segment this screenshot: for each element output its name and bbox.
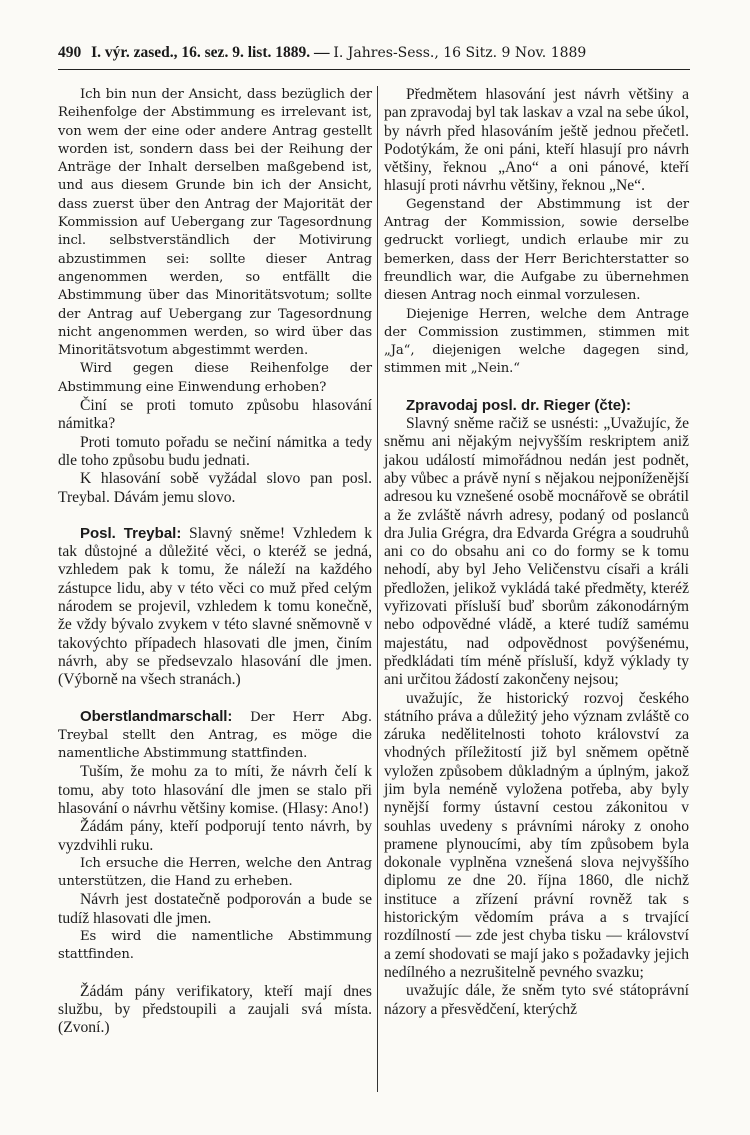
left-column bbox=[58, 86, 372, 1038]
header-german: I. Jahres-Sess., 16 Sitz. 9 Nov. 1889 bbox=[333, 45, 587, 61]
speaker-name: Zpravodaj posl. dr. Rieger (čte): bbox=[406, 396, 632, 414]
paragraph: Předmětem hlasování jest návrh většiny a pan zpravodaj byl tak laskav a vzal na sebe úkol, by návrh před hlasováním ještě jednou přečetl. Podotýkám, že oni páni, kteří hlasují pro návrh většiny, řeknou „Ano“ a oni pánové, kteří hlasují proti návrhu většiny, řeknou „Ne“. bbox=[384, 86, 689, 195]
paragraph: Diejenige Herren, welche dem Antrage der Commission zustimmen, stimmen mit „Ja“, diejenigen welche dagegen sind, stimmen mit „Nein.“ bbox=[384, 306, 689, 377]
paragraph: K hlasování sobě vyžádal slovo pan posl. Treybal. Dávám jemu slovo. bbox=[58, 470, 372, 506]
paragraph: Návrh jest dostatečně podporován a bude se tudíž hlasovati dle jmen. bbox=[58, 891, 372, 927]
paragraph: Es wird die namentliche Abstimmung stattfinden. bbox=[58, 929, 372, 963]
paragraph: Gegenstand der Abstimmung ist der Antrag der Kommission, sowie derselbe gedruckt vorliegt, undich erlaube mir zu bemerken, dass der Herr Berichterstatter so freundlich war, die Aufgabe zu übernehmen diesen Antrag noch einmal vorzulesen. bbox=[384, 196, 689, 304]
paragraph: uvažujíc dále, že sněm tyto své státoprávní názory a přesvědčení, kterýchž bbox=[384, 982, 689, 1018]
header-czech: I. výr. zased., 16. sez. 9. list. 1889. — bbox=[91, 44, 330, 61]
paragraph: Činí se proti tomuto způsobu hlasování námitka? bbox=[58, 397, 372, 433]
header-rule bbox=[58, 69, 690, 70]
paragraph: Wird gegen diese Reihenfolge der Abstimmung eine Einwendung erhoben? bbox=[58, 361, 372, 395]
speech-text: Der Herr Abg. Treybal stellt den Antrag, es möge die namentliche Abstimmung stattfinden. bbox=[58, 709, 372, 762]
page-number: 490 bbox=[58, 44, 82, 61]
speech-text: Slavný sněme! Vzhledem k tak důstojné a důležité věci, o kteréž se jedná, vzhledem pak k tomu, že náleží na každého zástupce lidu, aby v této věci co muž před celým národem se projevil, vzhledem k tomu konečně, že vždy bývalo zvykem v této slavné sněmovně v takovýchto případech hlasovati dle jmen, činím návrh, aby se předsevzalo hlasování dle jmen. (Výborně na všech stranách.) bbox=[58, 524, 372, 689]
running-header bbox=[58, 44, 688, 66]
paragraph: Proti tomuto pořadu se nečiní námitka a tedy dle toho způsobu budu jednati. bbox=[58, 433, 372, 469]
paragraph: Slavný sněme račiž se usnésti: „Uvažujíc, že sněmu ani nějakým nejvyšším reskriptem aniž jakou událostí mimořádnou nedán jest podnět, aby vůbec a právě nyní s nějakou nejponíženější adresou ku vznešené osobě mocnářově se obrátil a že zvláště návrh adresy, podaný od poslanců dra Julia Grégra, dra Edvarda Grégra a soudruhů ani co do obsahu ani co do formy se k tomu nehodí, aby byl Jeho Veličenstvu císaři a králi předložen, jelikož vykládá také předměty, kteréž vyřizovati přísluší buď sborům zákonodárným nebo odpovědné vládě, a které tudíž samému majestátu, nad odpovědnost povýšenému, předkládati tím méně přísluší, když výklady ty ani určitou žádostí zakončeny nejsou; bbox=[384, 415, 689, 689]
paragraph: Žádám pány, kteří podporují tento návrh, by vyzdvihli ruku. bbox=[58, 818, 372, 854]
speaker-name: Posl. Treybal: bbox=[80, 524, 182, 542]
paragraph: Ich bin nun der Ansicht, dass bezüglich der Reihenfolge der Abstimmung es irrelevant ist, von wem der eine oder andere Antrag gestellt worden ist, sondern dass bei der Reihung der Anträge der Inhalt derselben maßgebend ist, und aus diesem Grunde bin ich der Ansicht, dass zuerst über den Antrag der Majorität der Kommission auf Uebergang zur Tagesordnung incl. selbstverständlich der Motivirung abzustimmen sei: sollte dieser Antrag angenommen werden, so entfällt die Abstimmung über das Minoritätsvotum; sollte der Antrag auf Uebergang zur Tagesordnung nicht angenommen werden, so wird über das Minoritätsvotum abgestimmt werden. bbox=[58, 87, 372, 359]
column-divider bbox=[377, 86, 378, 1092]
paragraph: Ich ersuche die Herren, welche den Antrag unterstützen, die Hand zu erheben. bbox=[58, 855, 372, 890]
paragraph: Žádám pány verifikatory, kteří mají dnes službu, by předstoupili a zaujali svá místa. (Zvoní.) bbox=[58, 982, 372, 1037]
paragraph: uvažujíc, že historický rozvoj českého státního práva a důležitý jeho význam zvláště co záruka nedělitelnosti tohoto království za vhodných příležitostí již byl sněmem opětně vyložen způsobem důkladným a úplným, jakož jim byla neméně vyložena potřeba, aby byly nynější formy ústavní cestou zákonitou v souhlas uvedeny s právními nároky z onoho pramene plynoucími, aby tím způsobem byla dokonale vyplněna vznešená slova nejvyššího diplomu ze dne 20. října 1860, dle nichž instituce a zřízení právní rovněž tak s historickým vědomím práva a s trvající rozdílností — zde jest chyba tisku — království a zemí shodovati se mají jako s požadavky jejich nedílného a nezrušitelně pevného svazku; bbox=[384, 689, 689, 981]
speaker-line bbox=[384, 397, 689, 415]
right-column bbox=[384, 86, 689, 1019]
speech-oberst bbox=[58, 708, 372, 764]
speech-treybal bbox=[58, 525, 372, 690]
speaker-name: Oberstlandmarschall: bbox=[80, 707, 233, 725]
paragraph: Tuším, že mohu za to míti, že návrh čelí k tomu, aby toto hlasování dle jmen se stalo při hlasování o návrhu většiny komise. (Hlasy: Ano!) bbox=[58, 763, 372, 817]
